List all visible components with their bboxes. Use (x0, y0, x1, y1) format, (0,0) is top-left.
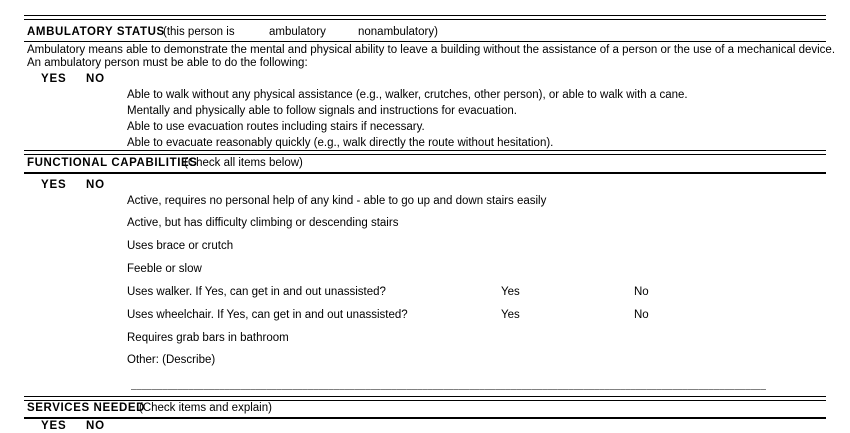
ambulatory-yes-header: YES (41, 73, 67, 85)
walker-yes-option[interactable]: Yes (501, 286, 520, 298)
functional-item-difficulty-stairs: Active, but has difficulty climbing or descending stairs (127, 217, 399, 229)
walker-no-option[interactable]: No (634, 286, 649, 298)
nonambulatory-option[interactable]: nonambulatory) (358, 26, 438, 38)
functional-item-walker: Uses walker. If Yes, can get in and out unassisted? (127, 286, 386, 298)
functional-item-wheelchair: Uses wheelchair. If Yes, can get in and out unassisted? (127, 309, 408, 321)
functional-rule-lower (24, 154, 826, 155)
functional-item-grab-bars: Requires grab bars in bathroom (127, 332, 289, 344)
services-rule-lower (24, 400, 826, 401)
wheelchair-yes-option[interactable]: Yes (501, 309, 520, 321)
wheelchair-no-option[interactable]: No (634, 309, 649, 321)
services-subheading: (Check items and explain) (139, 402, 272, 414)
functional-header-rule (24, 172, 826, 174)
functional-yes-header: YES (41, 179, 67, 191)
ambulatory-heading: AMBULATORY STATUS (27, 26, 165, 38)
ambulatory-option[interactable]: ambulatory (269, 26, 326, 38)
services-no-header: NO (86, 420, 105, 432)
ambulatory-header-rule (24, 41, 826, 42)
functional-rule-upper (24, 150, 826, 151)
ambulatory-description-line1: Ambulatory means able to demonstrate the mental and physical ability to leave a building without the assistance of a person or the use of a mechanical device. (27, 44, 836, 56)
ambulatory-item-signals: Mentally and physically able to follow signals and instructions for evacuation. (127, 105, 517, 117)
functional-item-feeble: Feeble or slow (127, 263, 202, 275)
ambulatory-description-line2: An ambulatory person must be able to do the following: (27, 57, 308, 69)
services-heading: SERVICES NEEDED (27, 402, 146, 414)
top-rule-lower (24, 19, 826, 20)
functional-item-active: Active, requires no personal help of any kind - able to go up and down stairs easily (127, 195, 547, 207)
ambulatory-prompt: (this person is (163, 26, 235, 38)
functional-item-brace-crutch: Uses brace or crutch (127, 240, 234, 252)
functional-item-other: Other: (Describe) (127, 354, 216, 366)
services-rule-upper (24, 396, 826, 397)
functional-no-header: NO (86, 179, 105, 191)
services-header-rule (24, 417, 826, 419)
ambulatory-item-evacuate: Able to evacuate reasonably quickly (e.g., walk directly the route without hesitation). (127, 137, 554, 149)
describe-line[interactable]: __________________________________________________________________________________________________________________________ (131, 381, 767, 390)
services-yes-header: YES (41, 420, 67, 432)
functional-heading: FUNCTIONAL CAPABILITIES (27, 157, 198, 169)
top-rule-upper (24, 15, 826, 16)
functional-subheading: (Check all items below) (184, 157, 303, 169)
ambulatory-no-header: NO (86, 73, 105, 85)
ambulatory-item-routes: Able to use evacuation routes including stairs if necessary. (127, 121, 425, 133)
ambulatory-item-walk: Able to walk without any physical assistance (e.g., walker, crutches, other person), or able to walk with a cane. (127, 89, 688, 101)
